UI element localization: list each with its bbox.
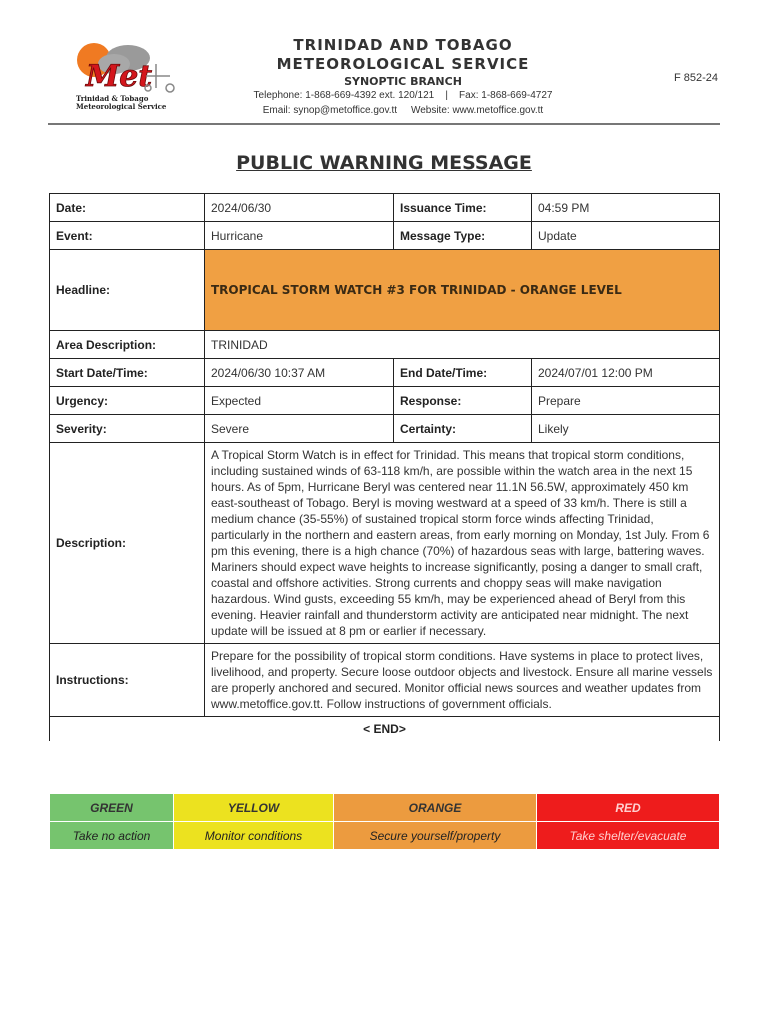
instructions-value: Prepare for the possibility of tropical storm conditions. Have systems in place to protect lives, livelihood, and property. Secure loose outdoor objects and livestock. Ensure all marine vessels are properly anchored and secured. Monitor official news sources and weather updates from www.metoffice.gov.tt. Follow instructions of government officials.	[205, 644, 720, 717]
instructions-label: Instructions:	[50, 644, 205, 717]
legend-orange-action: Secure yourself/property	[334, 822, 537, 850]
issuance-time-label: Issuance Time:	[394, 194, 532, 222]
response-value: Prepare	[532, 387, 720, 415]
table-row	[50, 222, 720, 250]
area-description-label: Area Description:	[50, 331, 205, 359]
message-type-label: Message Type:	[394, 222, 532, 250]
headline-label: Headline:	[50, 250, 205, 331]
issuance-time-value: 04:59 PM	[532, 194, 720, 222]
legend-yellow-action: Monitor conditions	[174, 822, 334, 850]
date-label: Date:	[50, 194, 205, 222]
table-row	[50, 644, 720, 717]
email-line: Email: synop@metoffice.gov.tt Website: www.metoffice.gov.tt	[262, 105, 544, 116]
header-divider	[48, 123, 720, 125]
org-name-line-2: METEOROLOGICAL SERVICE	[276, 55, 530, 73]
response-label: Response:	[394, 387, 532, 415]
urgency-value: Expected	[205, 387, 394, 415]
telephone-line: Telephone: 1-868-669-4392 ext. 120/121 | Fax: 1-868-669-4727	[253, 90, 553, 101]
end-datetime-value: 2024/07/01 12:00 PM	[532, 359, 720, 387]
description-label: Description:	[50, 443, 205, 644]
table-row	[50, 717, 720, 742]
urgency-label: Urgency:	[50, 387, 205, 415]
event-label: Event:	[50, 222, 205, 250]
warning-level-legend	[49, 793, 720, 850]
branch-name: SYNOPTIC BRANCH	[344, 75, 462, 88]
certainty-label: Certainty:	[394, 415, 532, 443]
headline-value: TROPICAL STORM WATCH #3 FOR TRINIDAD - ORANGE LEVEL	[205, 250, 720, 331]
warning-message-table	[49, 193, 720, 741]
table-row	[50, 387, 720, 415]
legend-red-name: RED	[537, 794, 720, 822]
form-code: F 852-24	[673, 72, 718, 84]
table-row	[50, 250, 720, 331]
table-row	[50, 194, 720, 222]
org-name-line-1: TRINIDAD AND TOBAGO	[293, 36, 513, 54]
description-value: A Tropical Storm Watch is in effect for Trinidad. This means that tropical storm conditions, including sustained winds of 63-118 km/h, are possible within the watch area in the next 15 hours. As of 5pm, Hurricane Beryl was centered near 11.1N 56.5W, approximately 450 km east-southeast of Tobago. Beryl is moving westward at a speed of 33 km/h. There is still a medium chance (35-55%) of sustained tropical storm force winds affecting Trinidad, particularly in the northern and eastern areas, from early morning on Monday, 1st July. From 6 pm this evening, there is a high chance (70%) of hazardous seas with large, battering waves. Mariners should expect wave heights to increase significantly, posing a danger to small craft, coastal and offshore activities. Strong currents and choppy seas will make navigation hazardous. Wind gusts, exceeding 55 km/h, may be experienced ahead of Beryl from this evening. Heavier rainfall and thunderstorm activity are anticipated near midnight. The next update will be issued at 8 pm or earlier if necessary.	[205, 443, 720, 644]
legend-yellow-name: YELLOW	[174, 794, 334, 822]
legend-green-action: Take no action	[50, 822, 174, 850]
met-logo	[70, 42, 180, 112]
legend-action-row	[50, 822, 720, 850]
end-datetime-label: End Date/Time:	[394, 359, 532, 387]
logo-caption-2: Meteorological Service	[76, 102, 167, 111]
area-description-value: TRINIDAD	[205, 331, 720, 359]
table-row	[50, 415, 720, 443]
legend-green-name: GREEN	[50, 794, 174, 822]
severity-value: Severe	[205, 415, 394, 443]
legend-red-action: Take shelter/evacuate	[537, 822, 720, 850]
message-type-value: Update	[532, 222, 720, 250]
page-title: PUBLIC WARNING MESSAGE	[236, 152, 532, 174]
logo-caption-1: Trinidad & Tobago	[76, 94, 149, 103]
organization-block	[238, 36, 568, 118]
start-datetime-value: 2024/06/30 10:37 AM	[205, 359, 394, 387]
legend-orange-name: ORANGE	[334, 794, 537, 822]
date-value: 2024/06/30	[205, 194, 394, 222]
certainty-value: Likely	[532, 415, 720, 443]
legend-level-row	[50, 794, 720, 822]
start-datetime-label: Start Date/Time:	[50, 359, 205, 387]
svg-text:Met: Met	[86, 59, 153, 94]
table-row	[50, 331, 720, 359]
event-value: Hurricane	[205, 222, 394, 250]
severity-label: Severity:	[50, 415, 205, 443]
table-row	[50, 359, 720, 387]
document-header	[48, 34, 720, 124]
table-row	[50, 443, 720, 644]
end-marker: < END>	[50, 717, 720, 742]
